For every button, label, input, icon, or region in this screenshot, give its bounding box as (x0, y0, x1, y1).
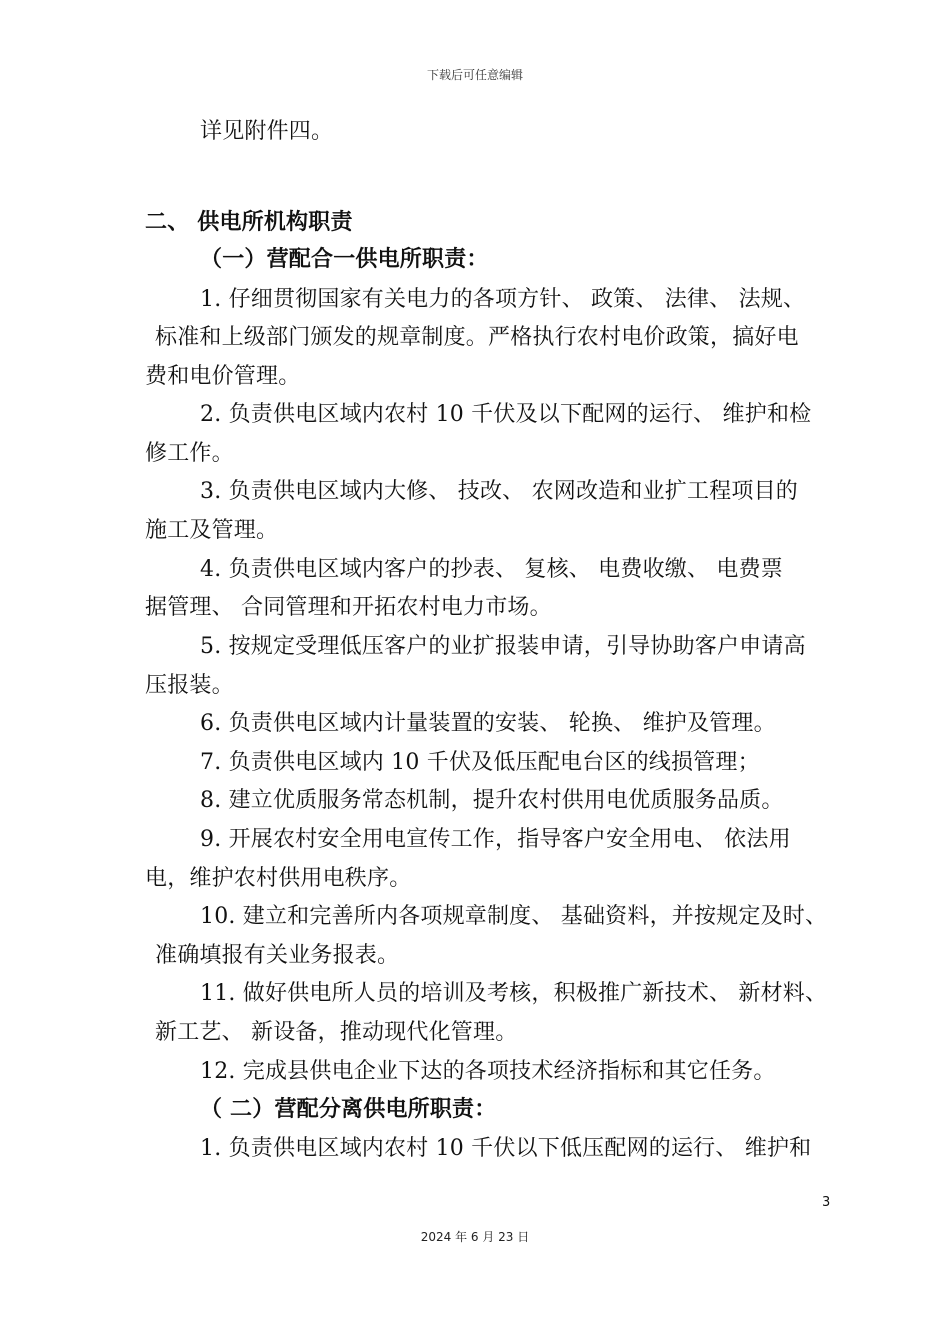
header-note: 下载后可任意编辑 (426, 68, 523, 82)
paragraph-line: 8. 建立优质服务常态机制，提升农村供用电优质服务品质。 (200, 788, 784, 813)
paragraph-line: 4. 负责供电区域内客户的抄表、 复核、 电费收缴、 电费票 (200, 557, 783, 582)
paragraph-line: 施工及管理。 (145, 518, 279, 543)
paragraph-line: 新工艺、 新设备，推动现代化管理。 (155, 1020, 518, 1045)
section-heading: 二、 供电所机构职责 (145, 210, 353, 235)
paragraph-line: 3. 负责供电区域内大修、 技改、 农网改造和业扩工程项目的 (200, 479, 798, 504)
paragraph-line: 标准和上级部门颁发的规章制度。严格执行农村电价政策，搞好电 (155, 325, 799, 350)
paragraph-line: 6. 负责供电区域内计量装置的安装、 轮换、 维护及管理。 (200, 711, 776, 736)
page-number: 3 (822, 1195, 831, 1210)
paragraph-line: 9. 开展农村安全用电宣传工作，指导客户安全用电、 依法用 (200, 827, 791, 852)
paragraph-line: 压报装。 (145, 673, 234, 698)
paragraph-line: 2. 负责供电区域内农村 10 千伏及以下配网的运行、 维护和检 (200, 402, 812, 427)
footer-date: 2024 年 6 月 23 日 (420, 1230, 530, 1244)
subsection-heading: （ 二）营配分离供电所职责： (200, 1097, 497, 1122)
paragraph-line: 修工作。 (145, 441, 234, 466)
paragraph-line: 10. 建立和完善所内各项规章制度、 基础资料，并按规定及时、 (200, 904, 828, 929)
paragraph-line: 电，维护农村供用电秩序。 (145, 866, 412, 891)
paragraph-line: 1. 仔细贯彻国家有关电力的各项方针、 政策、 法律、 法规、 (200, 287, 806, 312)
paragraph-line: 12. 完成县供电企业下达的各项技术经济指标和其它任务。 (200, 1059, 776, 1084)
paragraph-line: 费和电价管理。 (145, 364, 301, 389)
paragraph-line: 5. 按规定受理低压客户的业扩报装申请，引导协助客户申请高 (200, 634, 806, 659)
paragraph-line: 11. 做好供电所人员的培训及考核，积极推广新技术、 新材料、 (200, 981, 828, 1006)
paragraph-line: 7. 负责供电区域内 10 千伏及低压配电台区的线损管理； (200, 750, 760, 775)
paragraph-line: 详见附件四。 (200, 119, 334, 144)
subsection-heading: （一）营配合一供电所职责： (200, 247, 489, 272)
paragraph-line: 1. 负责供电区域内农村 10 千伏以下低压配网的运行、 维护和 (200, 1136, 812, 1161)
paragraph-line: 准确填报有关业务报表。 (155, 943, 400, 968)
paragraph-line: 据管理、 合同管理和开拓农村电力市场。 (145, 595, 552, 620)
